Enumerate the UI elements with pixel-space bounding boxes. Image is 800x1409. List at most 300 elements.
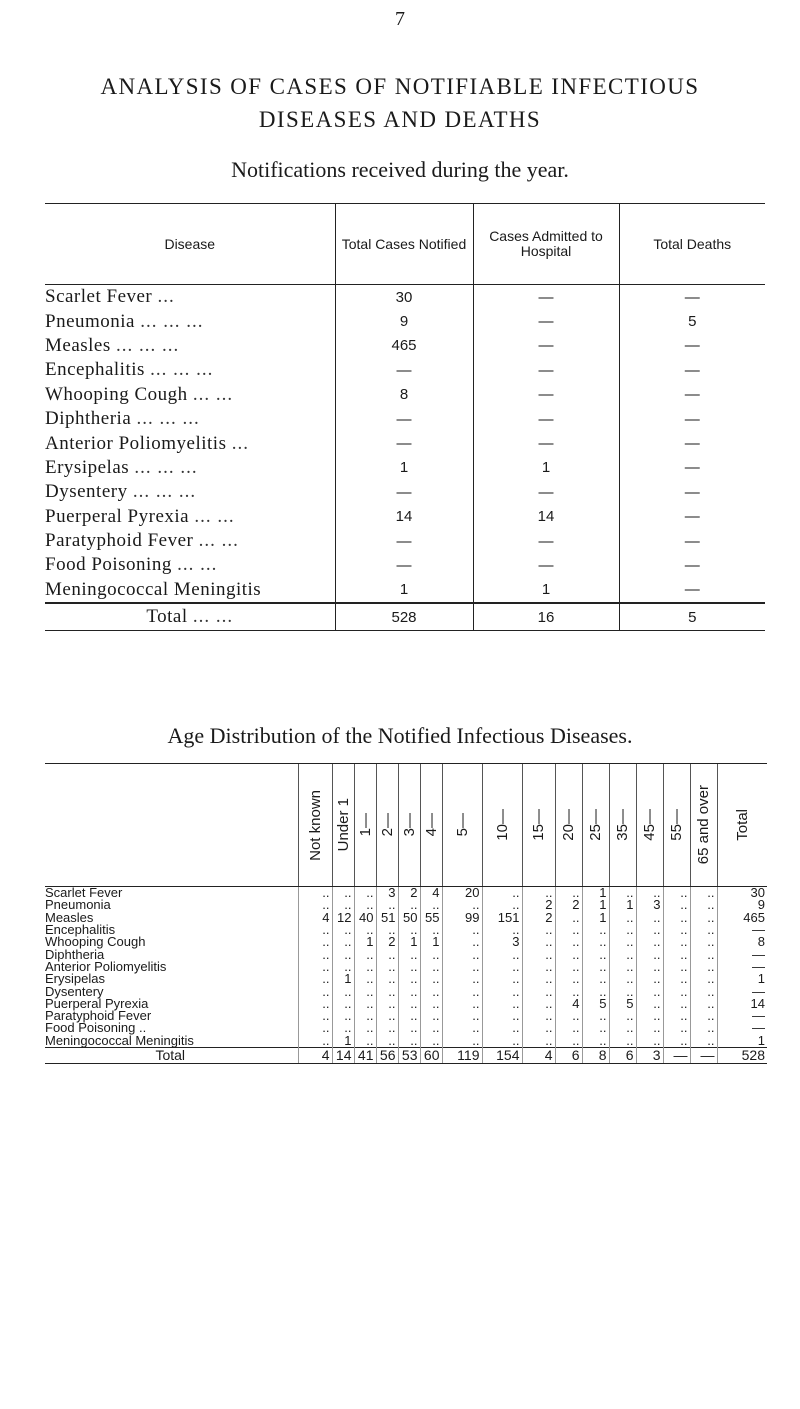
leader-dots: ... ... ...	[140, 310, 204, 332]
age-cell: ..	[298, 985, 332, 997]
age-cell: ..	[420, 1022, 442, 1034]
notifications-header-row	[45, 204, 765, 285]
age-header-col	[420, 764, 442, 887]
leader-dots: ...	[231, 432, 249, 454]
age-row-disease: Diphtheria	[45, 946, 105, 962]
age-header-label: 10—	[493, 809, 511, 841]
age-cell: ..	[636, 887, 663, 900]
hospital-cell: —	[473, 431, 619, 455]
leader-dots: ... ...	[192, 383, 234, 405]
age-cell: ..	[609, 887, 636, 900]
age-cell: 4	[420, 887, 442, 900]
age-cell: ..	[555, 1022, 582, 1034]
age-cell: ..	[354, 948, 376, 960]
age-header-label: 25—	[587, 809, 604, 841]
age-row-disease: Food Poisoning ..	[45, 1020, 147, 1036]
age-header-label: 3—	[400, 813, 418, 837]
hospital-cell: 14	[473, 505, 619, 529]
disease-row	[45, 383, 765, 407]
age-total-row	[45, 1047, 767, 1063]
age-total-cell: 4	[522, 1047, 555, 1063]
deaths-cell: —	[619, 480, 765, 504]
age-cell: ..	[663, 985, 690, 997]
age-cell: ..	[690, 948, 717, 960]
age-cell: ..	[376, 1022, 398, 1034]
disease-name-cell	[45, 383, 335, 407]
disease-name: Measles	[45, 334, 111, 356]
hospital-cell: —	[473, 358, 619, 382]
age-cell: ..	[298, 1022, 332, 1034]
age-cell: ..	[298, 1010, 332, 1022]
age-header-label: Under 1	[334, 798, 352, 852]
leader-dots: ... ... ...	[132, 481, 197, 503]
age-header-label: 1—	[356, 813, 374, 837]
notified-cell: 465	[335, 334, 473, 358]
disease-row	[45, 456, 765, 480]
age-cell: 1	[717, 1035, 767, 1048]
age-cell: ..	[332, 985, 354, 997]
age-cell: 55	[420, 912, 442, 924]
notified-cell: 1	[335, 456, 473, 480]
age-cell: ..	[398, 998, 420, 1010]
disease-name-cell	[45, 505, 335, 529]
age-cell: ..	[522, 998, 555, 1010]
age-cell: ..	[582, 948, 609, 960]
disease-name-cell	[45, 285, 335, 310]
age-header-label: Not known	[306, 789, 324, 861]
disease-name-cell	[45, 309, 335, 333]
title-line-1: ANALYSIS OF CASES OF NOTIFIABLE INFECTIOUS	[100, 74, 700, 99]
age-cell: ..	[663, 1022, 690, 1034]
age-header-col	[609, 764, 636, 887]
age-cell: ..	[663, 948, 690, 960]
age-cell: ..	[636, 1035, 663, 1048]
disease-row	[45, 431, 765, 455]
age-cell: ..	[582, 973, 609, 985]
disease-row	[45, 505, 765, 529]
age-cell: ..	[354, 973, 376, 985]
hospital-cell: —	[473, 285, 619, 310]
age-total-cell: —	[663, 1047, 690, 1063]
age-cell: ..	[555, 973, 582, 985]
age-cell: ..	[482, 948, 522, 960]
age-cell: —	[717, 948, 767, 960]
age-cell: ..	[522, 936, 555, 948]
age-header-label: 65 and over	[695, 785, 712, 865]
age-cell: 2	[522, 899, 555, 911]
header-disease: Disease	[45, 204, 335, 285]
disease-name-cell	[45, 456, 335, 480]
notifications-subtitle: Notifications received during the year.	[231, 157, 569, 182]
leader-dots: ... ... ...	[136, 408, 200, 430]
age-cell: ..	[522, 924, 555, 936]
age-cell: ..	[354, 961, 376, 973]
age-cell: ..	[482, 887, 522, 900]
hospital-cell: —	[473, 334, 619, 358]
age-cell: 1	[609, 899, 636, 911]
age-cell: 1	[582, 887, 609, 900]
age-cell: 9	[717, 899, 767, 911]
age-cell: ..	[420, 899, 442, 911]
age-cell: ..	[663, 998, 690, 1010]
age-cell: ..	[398, 1022, 420, 1034]
age-cell: ..	[663, 936, 690, 948]
age-header-col	[522, 764, 555, 887]
age-cell: ..	[555, 912, 582, 924]
age-cell: ..	[555, 936, 582, 948]
age-cell: ..	[376, 985, 398, 997]
age-cell: ..	[398, 899, 420, 911]
age-cell: ..	[582, 1035, 609, 1048]
age-cell: ..	[332, 887, 354, 900]
age-cell: ..	[298, 998, 332, 1010]
hospital-cell: —	[473, 309, 619, 333]
header-total-deaths: Total Deaths	[619, 204, 765, 285]
notified-cell: —	[335, 553, 473, 577]
age-cell: ..	[609, 936, 636, 948]
age-cell: ..	[636, 985, 663, 997]
age-cell: 40	[354, 912, 376, 924]
disease-name: Anterior Poliomyelitis	[45, 432, 227, 454]
age-cell: 1	[332, 973, 354, 985]
age-cell: ..	[582, 924, 609, 936]
age-header-label: 4—	[422, 813, 440, 837]
age-cell: ..	[690, 973, 717, 985]
hospital-cell: —	[473, 407, 619, 431]
age-cell: ..	[690, 924, 717, 936]
age-header-col	[582, 764, 609, 887]
age-cell: ..	[690, 912, 717, 924]
age-cell: 1	[582, 912, 609, 924]
age-cell: ..	[442, 961, 482, 973]
age-cell: ..	[332, 998, 354, 1010]
age-cell: ..	[690, 961, 717, 973]
age-row-disease: Encephalitis	[45, 922, 116, 938]
age-total-cell: 6	[555, 1047, 582, 1063]
age-cell: ..	[398, 1035, 420, 1048]
hospital-cell: 1	[473, 578, 619, 603]
age-cell: ..	[482, 1010, 522, 1022]
age-cell: ..	[663, 887, 690, 900]
disease-row	[45, 407, 765, 431]
disease-name-cell	[45, 407, 335, 431]
age-cell: ..	[376, 948, 398, 960]
disease-name: Puerperal Pyrexia	[45, 505, 190, 527]
leader-dots: ... ...	[198, 530, 239, 552]
age-cell: ..	[663, 973, 690, 985]
deaths-cell: —	[619, 578, 765, 603]
age-cell: 4	[298, 912, 332, 924]
age-header-col	[332, 764, 354, 887]
age-cell: ..	[636, 936, 663, 948]
age-cell: ..	[442, 1022, 482, 1034]
age-header-label: Total	[733, 809, 751, 841]
age-row-disease: Pneumonia	[45, 897, 111, 913]
age-cell: ..	[663, 899, 690, 911]
age-cell: ..	[332, 1010, 354, 1022]
age-distribution-table	[45, 763, 767, 1064]
age-cell: ..	[376, 1035, 398, 1048]
disease-row	[45, 578, 765, 603]
age-total-cell: 53	[398, 1047, 420, 1063]
deaths-cell: —	[619, 529, 765, 553]
age-total-cell: 6	[609, 1047, 636, 1063]
age-cell: ..	[582, 1022, 609, 1034]
age-row-disease: Anterior Poliomyelitis	[45, 958, 167, 974]
notifications-table	[45, 203, 765, 631]
disease-row	[45, 553, 765, 577]
age-cell: 1	[354, 936, 376, 948]
age-cell: 1	[398, 936, 420, 948]
age-cell: 3	[376, 887, 398, 900]
age-cell: ..	[332, 924, 354, 936]
age-cell: ..	[582, 1010, 609, 1022]
age-cell: ..	[582, 961, 609, 973]
disease-name-cell	[45, 358, 335, 382]
age-cell: ..	[636, 1010, 663, 1022]
age-cell: ..	[555, 948, 582, 960]
age-cell: ..	[609, 985, 636, 997]
age-cell: 50	[398, 912, 420, 924]
age-cell: —	[717, 924, 767, 936]
age-cell: ..	[522, 1010, 555, 1022]
page-number: 7	[395, 8, 405, 30]
age-cell: —	[717, 1010, 767, 1022]
age-cell: ..	[420, 1035, 442, 1048]
age-header-col	[636, 764, 663, 887]
disease-row	[45, 529, 765, 553]
age-cell: ..	[690, 899, 717, 911]
age-cell: ..	[636, 924, 663, 936]
age-cell: 2	[555, 899, 582, 911]
disease-name: Pneumonia	[45, 310, 135, 332]
age-cell: ..	[609, 924, 636, 936]
age-cell: ..	[298, 961, 332, 973]
age-row-disease: Measles	[45, 909, 94, 925]
age-cell: ..	[332, 948, 354, 960]
notified-cell: 14	[335, 505, 473, 529]
age-cell: ..	[376, 973, 398, 985]
age-cell: ..	[690, 1022, 717, 1034]
age-cell: ..	[354, 1010, 376, 1022]
age-row-disease: Puerperal Pyrexia	[45, 995, 149, 1011]
age-total-cell: 154	[482, 1047, 522, 1063]
age-cell: ..	[376, 961, 398, 973]
age-cell: ..	[420, 998, 442, 1010]
age-cell: 1	[717, 973, 767, 985]
age-header-col	[298, 764, 332, 887]
age-cell: ..	[663, 912, 690, 924]
age-cell: ..	[636, 912, 663, 924]
age-cell: ..	[482, 1035, 522, 1048]
notified-cell: —	[335, 358, 473, 382]
disease-row	[45, 309, 765, 333]
disease-row	[45, 334, 765, 358]
deaths-cell: —	[619, 407, 765, 431]
age-cell: 1	[582, 899, 609, 911]
age-cell: ..	[332, 1022, 354, 1034]
age-cell: ..	[298, 1035, 332, 1048]
age-cell: 2	[398, 887, 420, 900]
age-cell: —	[717, 961, 767, 973]
notified-cell: —	[335, 407, 473, 431]
age-cell: ..	[442, 985, 482, 997]
age-header-col	[555, 764, 582, 887]
age-cell: ..	[420, 961, 442, 973]
age-cell: ..	[442, 1035, 482, 1048]
age-total-cell: 3	[636, 1047, 663, 1063]
age-cell: ..	[522, 1035, 555, 1048]
age-cell: ..	[354, 1035, 376, 1048]
total-deaths-cell: 5	[619, 603, 765, 631]
total-notified-cell: 528	[335, 603, 473, 631]
age-cell: ..	[376, 998, 398, 1010]
age-cell: ..	[376, 1010, 398, 1022]
age-cell: ..	[420, 948, 442, 960]
notified-cell: 8	[335, 383, 473, 407]
leader-dots: ... ...	[192, 606, 234, 628]
age-cell: ..	[482, 998, 522, 1010]
age-cell: ..	[522, 1022, 555, 1034]
age-cell: ..	[690, 1035, 717, 1048]
age-cell: ..	[442, 936, 482, 948]
age-cell: ..	[609, 912, 636, 924]
age-cell: ..	[420, 1010, 442, 1022]
age-cell: ..	[442, 973, 482, 985]
age-cell: ..	[609, 1035, 636, 1048]
age-cell: ..	[398, 973, 420, 985]
age-cell: 3	[636, 899, 663, 911]
disease-row	[45, 285, 765, 310]
age-cell: ..	[376, 899, 398, 911]
age-cell: 14	[717, 998, 767, 1010]
age-cell: 151	[482, 912, 522, 924]
notified-cell: —	[335, 529, 473, 553]
age-cell: ..	[609, 1022, 636, 1034]
notified-cell: —	[335, 480, 473, 504]
disease-name: Whooping Cough	[45, 383, 188, 405]
age-cell: 30	[717, 887, 767, 900]
age-cell: ..	[555, 924, 582, 936]
disease-name-cell	[45, 334, 335, 358]
deaths-cell: —	[619, 334, 765, 358]
age-cell: ..	[609, 961, 636, 973]
age-header-col	[354, 764, 376, 887]
age-cell: 51	[376, 912, 398, 924]
age-header-disease	[45, 764, 298, 887]
leader-dots: ... ... ...	[150, 359, 214, 381]
age-cell: ..	[420, 985, 442, 997]
age-cell: ..	[522, 973, 555, 985]
age-cell: ..	[482, 961, 522, 973]
age-cell: 3	[482, 936, 522, 948]
age-cell: ..	[354, 1022, 376, 1034]
age-cell: ..	[354, 985, 376, 997]
age-cell: ..	[398, 1010, 420, 1022]
age-header-row	[45, 764, 767, 887]
deaths-cell: —	[619, 358, 765, 382]
age-header-label: 15—	[530, 809, 547, 841]
age-cell: ..	[609, 948, 636, 960]
age-cell: ..	[690, 1010, 717, 1022]
age-total-cell: 119	[442, 1047, 482, 1063]
hospital-cell: —	[473, 529, 619, 553]
disease-name: Food Poisoning	[45, 554, 172, 576]
age-total-cell: 56	[376, 1047, 398, 1063]
disease-name: Scarlet Fever	[45, 286, 153, 308]
age-distribution-body	[45, 887, 767, 1064]
age-cell: ..	[482, 985, 522, 997]
age-cell: ..	[482, 1022, 522, 1034]
age-cell: ..	[690, 998, 717, 1010]
notified-cell: 9	[335, 309, 473, 333]
age-cell: 4	[555, 998, 582, 1010]
deaths-cell: —	[619, 431, 765, 455]
age-row-disease: Scarlet Fever	[45, 885, 123, 901]
age-cell: ..	[354, 924, 376, 936]
age-cell: ..	[398, 985, 420, 997]
age-cell: ..	[636, 998, 663, 1010]
age-total-cell: 8	[582, 1047, 609, 1063]
age-cell: ..	[332, 961, 354, 973]
age-cell: ..	[442, 998, 482, 1010]
age-cell: ..	[298, 948, 332, 960]
age-cell: ..	[522, 961, 555, 973]
age-header-label: 2—	[378, 813, 396, 837]
hospital-cell: —	[473, 480, 619, 504]
leader-dots: ... ... ...	[116, 334, 180, 356]
age-cell: ..	[555, 887, 582, 900]
disease-name: Meningococcal Meningitis	[45, 578, 262, 600]
age-cell: 465	[717, 912, 767, 924]
age-cell: ..	[354, 899, 376, 911]
age-total-cell: 14	[332, 1047, 354, 1063]
age-cell: 2	[376, 936, 398, 948]
age-cell: ..	[482, 973, 522, 985]
age-total-cell: 528	[717, 1047, 767, 1063]
disease-name-cell	[45, 553, 335, 577]
age-cell: ..	[609, 1010, 636, 1022]
age-header-label: 45—	[641, 809, 658, 841]
deaths-cell: —	[619, 383, 765, 407]
age-cell: —	[717, 1022, 767, 1034]
age-header-col	[690, 764, 717, 887]
notified-cell: —	[335, 431, 473, 455]
total-label-cell	[45, 603, 335, 631]
disease-name-cell	[45, 480, 335, 504]
age-cell: ..	[663, 924, 690, 936]
hospital-cell: —	[473, 553, 619, 577]
age-header-label: 35—	[614, 809, 631, 841]
age-cell: ..	[420, 973, 442, 985]
age-cell: ..	[555, 985, 582, 997]
age-total-cell: 4	[298, 1047, 332, 1063]
age-row-disease: Paratyphoid Fever	[45, 1008, 152, 1024]
age-cell: ..	[442, 924, 482, 936]
age-cell: 8	[717, 936, 767, 948]
disease-row	[45, 480, 765, 504]
age-row-disease: Erysipelas	[45, 971, 105, 987]
age-header-col	[717, 764, 767, 887]
age-cell: ..	[522, 887, 555, 900]
age-cell: ..	[354, 887, 376, 900]
age-cell: ..	[582, 985, 609, 997]
age-total-cell: —	[690, 1047, 717, 1063]
deaths-cell: 5	[619, 309, 765, 333]
deaths-cell: —	[619, 456, 765, 480]
age-total-label: Total	[45, 1047, 298, 1063]
age-cell: ..	[354, 998, 376, 1010]
